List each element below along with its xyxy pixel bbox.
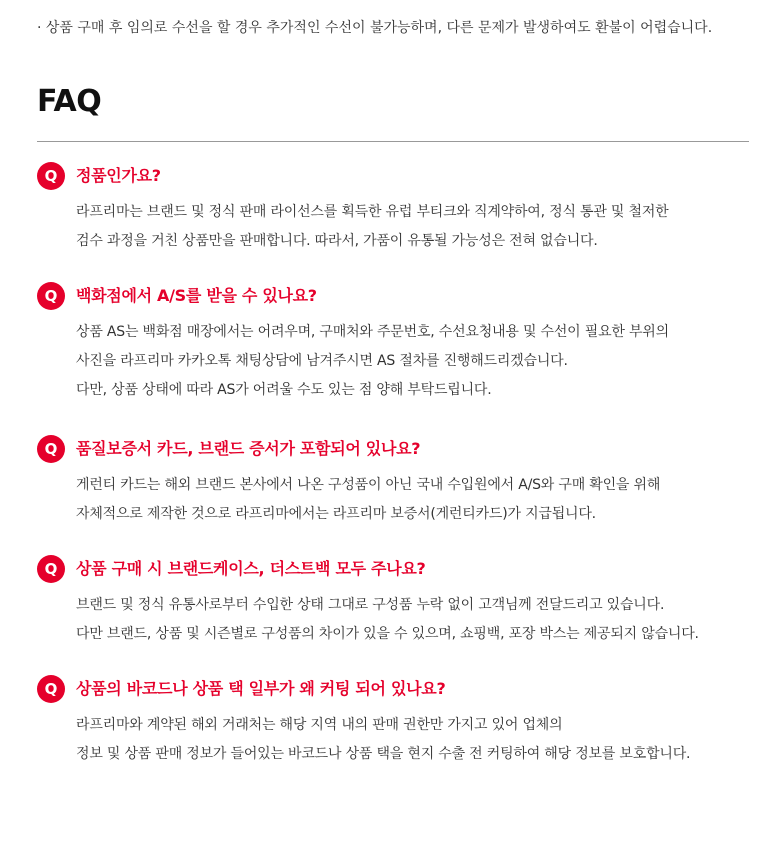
q-badge-icon: Q [37, 435, 65, 463]
faq-answer-line: 다만 브랜드, 상품 및 시즌별로 구성품의 차이가 있을 수 있으며, 쇼핑백, 포장 박스는 제공되지 않습니다. [76, 626, 699, 642]
faq-answer [76, 591, 749, 649]
faq-item-as-service [37, 282, 749, 405]
faq-item-packaging [37, 555, 749, 649]
refund-notice: · 상품 구매 후 임의로 수선을 할 경우 추가적인 수선이 불가능하며, 다른 문제가 발생하여도 환불이 어렵습니다. [37, 20, 713, 36]
faq-question-row [37, 675, 749, 703]
faq-item-warranty-card [37, 435, 749, 529]
faq-answer-line: 검수 과정을 거친 상품만을 판매합니다. 따라서, 가품이 유통될 가능성은 전혀 없습니다. [76, 233, 598, 249]
q-badge-icon: Q [37, 675, 65, 703]
faq-answer-line: 자체적으로 제작한 것으로 라프리마에서는 라프리마 보증서(게런티카드)가 지급됩니다. [76, 506, 596, 522]
faq-question-row [37, 435, 749, 463]
faq-answer-line: 라프리마는 브랜드 및 정식 판매 라이선스를 획득한 유럽 부티크와 직계약하여, 정식 통관 및 철저한 [76, 204, 669, 220]
faq-question-row [37, 162, 749, 190]
faq-question-row [37, 282, 749, 310]
faq-item-authenticity [37, 162, 749, 256]
faq-heading: FAQ [37, 84, 102, 119]
faq-divider [37, 141, 749, 142]
faq-question: 품질보증서 카드, 브랜드 증서가 포함되어 있나요? [76, 439, 421, 458]
faq-question: 백화점에서 A/S를 받을 수 있나요? [76, 286, 317, 305]
faq-answer [76, 471, 749, 529]
faq-answer-line: 사진을 라프리마 카카오톡 채팅상담에 남겨주시면 AS 절차를 진행해드리겠습니다. [76, 353, 568, 369]
faq-answer-line: 게런티 카드는 해외 브랜드 본사에서 나온 구성품이 아닌 국내 수입원에서 A/S와 구매 확인을 위해 [76, 477, 661, 493]
faq-question: 상품 구매 시 브랜드케이스, 더스트백 모두 주나요? [76, 559, 426, 578]
q-badge-icon: Q [37, 282, 65, 310]
faq-question: 정품인가요? [76, 166, 161, 185]
faq-question-row [37, 555, 749, 583]
faq-answer-line: 라프리마와 계약된 해외 거래처는 해당 지역 내의 판매 권한만 가지고 있어 업체의 [76, 717, 563, 733]
faq-answer-line: 다만, 상품 상태에 따라 AS가 어려울 수도 있는 점 양해 부탁드립니다. [76, 382, 492, 398]
faq-answer-line: 정보 및 상품 판매 정보가 들어있는 바코드나 상품 택을 현지 수출 전 커팅하여 해당 정보를 보호합니다. [76, 746, 691, 762]
faq-answer [76, 711, 749, 769]
faq-question: 상품의 바코드나 상품 택 일부가 왜 커팅 되어 있나요? [76, 679, 446, 698]
faq-answer [76, 198, 749, 256]
faq-answer-line: 브랜드 및 정식 유통사로부터 수입한 상태 그대로 구성품 누락 없이 고객님께 전달드리고 있습니다. [76, 597, 665, 613]
q-badge-icon: Q [37, 162, 65, 190]
faq-item-barcode-cut [37, 675, 749, 769]
faq-answer-line: 상품 AS는 백화점 매장에서는 어려우며, 구매처와 주문번호, 수선요청내용 및 수선이 필요한 부위의 [76, 324, 669, 340]
q-badge-icon: Q [37, 555, 65, 583]
faq-answer [76, 318, 749, 405]
